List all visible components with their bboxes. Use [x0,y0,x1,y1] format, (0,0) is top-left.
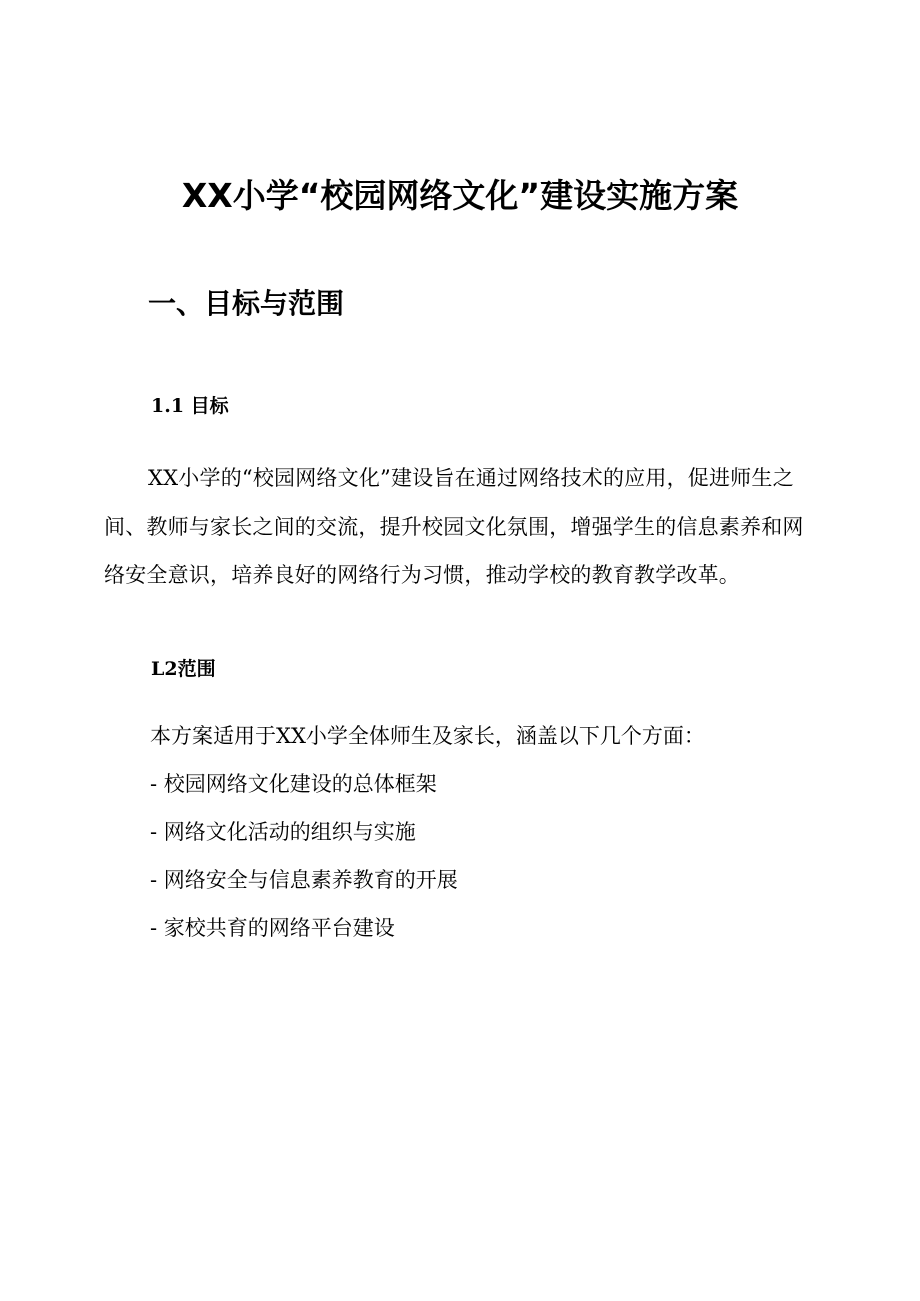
list-item: - 网络文化活动的组织与实施 [150,820,416,844]
scope-list [150,768,458,960]
subsection-heading-goal: 1.1 目标 [151,395,229,417]
goal-paragraph: XX小学的“校园网络文化”建设旨在通过网络技术的应用，促进师生之间、教师与家长之间的交流，提升校园文化氛围，增强学生的信息素养和网络安全意识，培养良好的网络行为习惯，推动学校的教育教学改革。 [104,466,804,587]
list-item: - 家校共育的网络平台建设 [150,916,395,940]
list-item: - 校园网络文化建设的总体框架 [150,772,437,796]
document-title: XX小学“校园网络文化”建设实施方案 [181,176,739,215]
subsection-heading-scope: L2范围 [151,658,216,680]
section-heading-goals-scope: 一、目标与范围 [148,287,345,320]
list-item: - 网络安全与信息素养教育的开展 [150,868,458,892]
scope-intro: 本方案适用于XX小学全体师生及家长，涵盖以下几个方面： [150,724,705,748]
